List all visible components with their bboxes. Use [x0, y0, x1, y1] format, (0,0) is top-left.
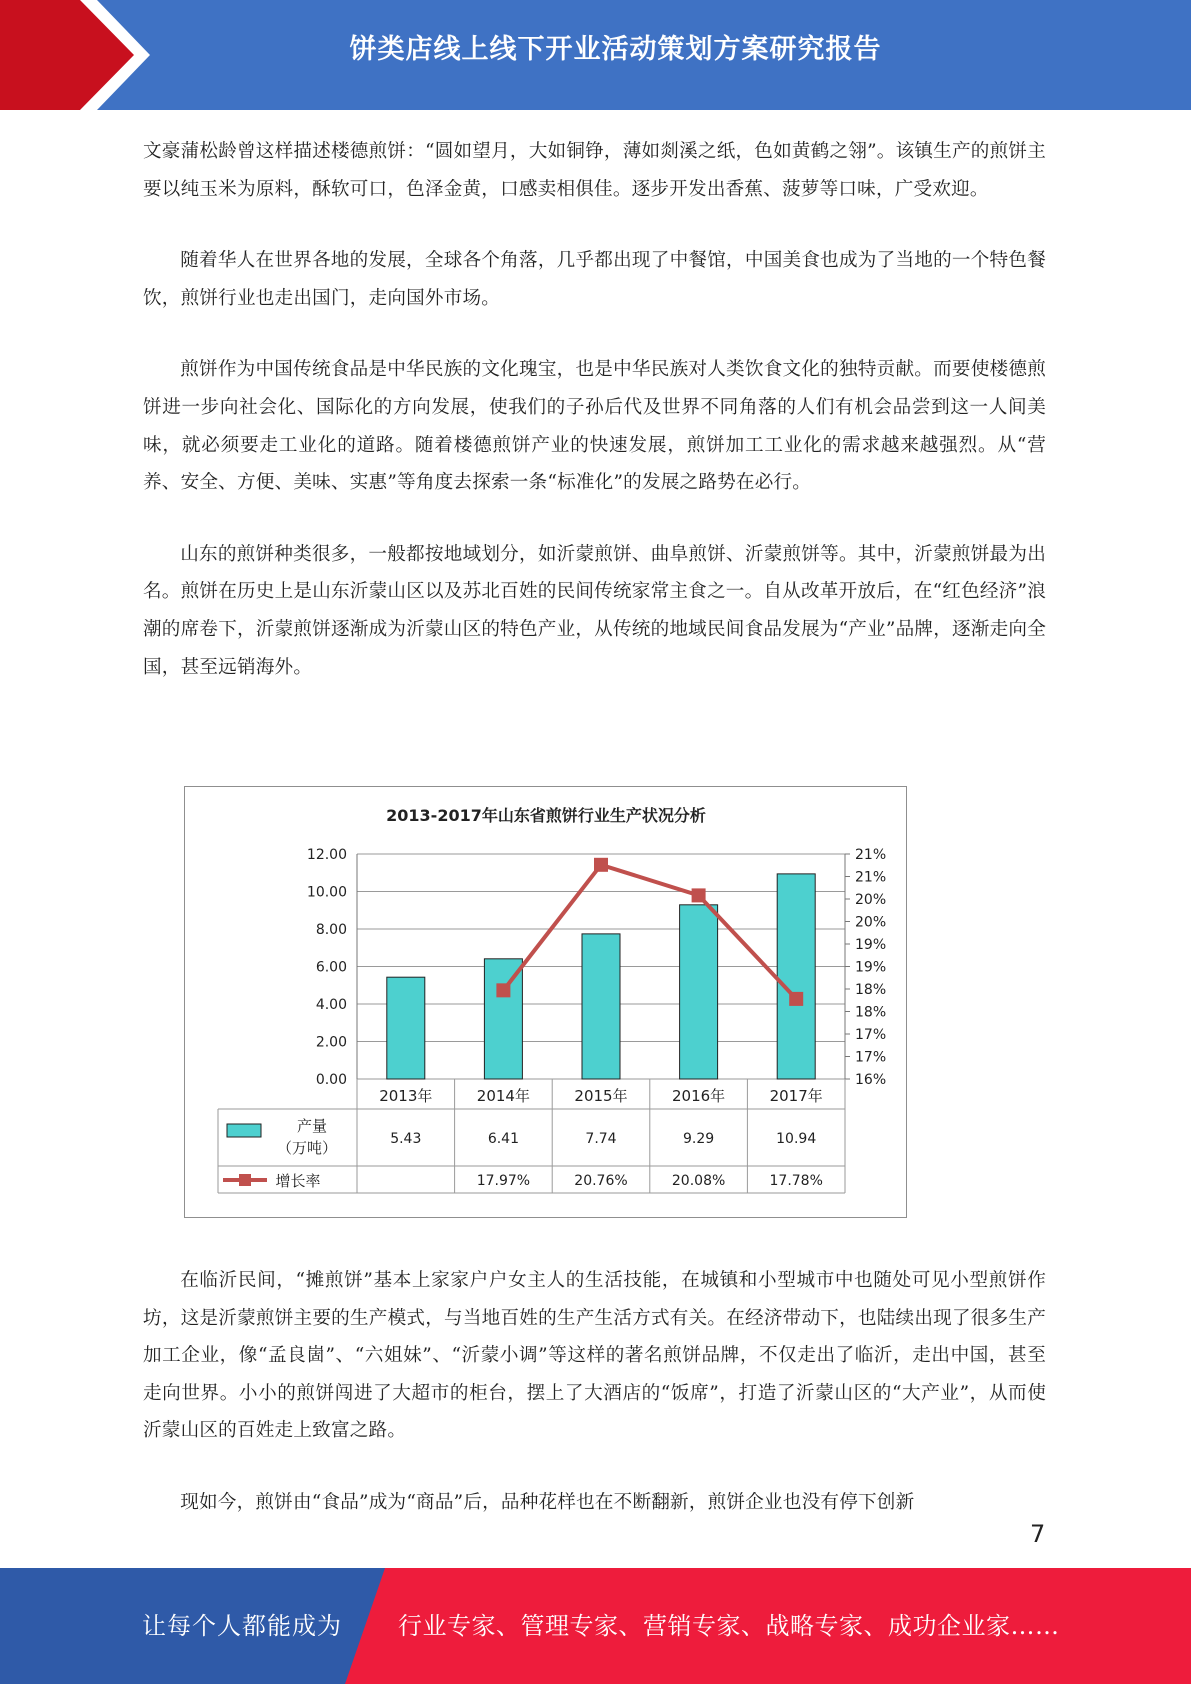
y-right-tick-label: 20% — [855, 892, 887, 908]
x-category-label: 2016年 — [672, 1087, 726, 1105]
y-left-tick-label: 4.00 — [315, 997, 347, 1013]
y-left-tick-label: 10.00 — [306, 884, 347, 901]
table-output-value: 7.74 — [585, 1131, 617, 1147]
footer-slogan-right: 行业专家、管理专家、营销专家、战略专家、成功企业家…… — [398, 1612, 1060, 1640]
growth-rate-point — [789, 992, 803, 1006]
production-chart — [184, 786, 907, 1218]
bar-2015年 — [582, 934, 620, 1079]
legend-bar-label-line2: （万吨） — [276, 1139, 338, 1157]
footer-slogan-left: 让每个人都能成为 — [142, 1612, 342, 1640]
y-right-tick-label: 17% — [855, 1027, 887, 1043]
x-category-label: 2015年 — [574, 1087, 628, 1105]
content-bottom — [143, 1262, 1046, 1556]
x-category-label: 2014年 — [476, 1087, 530, 1105]
paragraph-1: 文豪蒲松龄曾这样描述楼德煎饼：“圆如望月，大如铜铮，薄如剡溪之纸，色如黄鹤之翎”。该镇生产的煎饼主要以纯玉米为原料，酥软可口，色泽金黄，口感卖相俱佳。逐步开发出香蕉、菠萝等口味，广受欢迎。 — [143, 141, 1046, 200]
content-top — [143, 133, 1046, 720]
document-title: 饼类店线上线下开业活动策划方案研究报告 — [349, 34, 882, 65]
bar-2017年 — [777, 874, 815, 1079]
y-left-tick-label: 0.00 — [315, 1072, 347, 1088]
y-right-tick-label: 20% — [855, 914, 887, 931]
y-left-tick-label: 12.00 — [306, 847, 347, 863]
table-output-value: 5.43 — [390, 1131, 422, 1147]
growth-rate-point — [594, 858, 608, 872]
paragraph-2: 随着华人在世界各地的发展，全球各个角落，几乎都出现了中餐馆，中国美食也成为了当地的一个特色餐饮，煎饼行业也走出国门，走向国外市场。 — [143, 250, 1046, 309]
y-left-tick-label: 6.00 — [315, 959, 347, 976]
table-growth-value: 17.97% — [476, 1173, 531, 1189]
paragraph-5: 在临沂民间，“摊煎饼”基本上家家户户女主人的生活技能，在城镇和小型城市中也随处可见小型煎饼作坊，这是沂蒙煎饼主要的生产模式，与当地百姓的生产生活方式有关。在经济带动下，也陆续出现了很多生产加工企业，像“孟良崮”、“六姐妹”、“沂蒙小调”等这样的著名煎饼品牌，不仅走出了临沂，走出中国，甚至走向世界。小小的煎饼闯进了大超市的柜台，摆上了大酒店的“饭席”，打造了沂蒙山区的“大产业”，从而使沂蒙山区的百姓走上致富之路。 — [143, 1270, 1046, 1442]
y-right-tick-label: 18% — [855, 1004, 887, 1021]
legend-bar-key — [227, 1124, 261, 1137]
legend-bar-label-line1: 产量 — [296, 1117, 328, 1135]
table-output-value: 6.41 — [487, 1131, 519, 1147]
y-left-tick-label: 8.00 — [315, 922, 347, 938]
bar-2016年 — [680, 905, 718, 1079]
table-output-value: 9.29 — [683, 1131, 715, 1147]
page-footer — [0, 1568, 1191, 1684]
y-right-tick-label: 18% — [855, 982, 887, 998]
growth-rate-point — [692, 888, 706, 902]
legend-line-marker — [239, 1174, 251, 1186]
page-number: 7 — [1030, 1520, 1046, 1548]
growth-rate-point — [496, 983, 510, 997]
legend-line-label: 增长率 — [275, 1172, 321, 1190]
page-header — [0, 0, 1191, 110]
bar-2014年 — [484, 959, 522, 1079]
paragraph-3: 煎饼作为中国传统食品是中华民族的文化瑰宝，也是中华民族对人类饮食文化的独特贡献。而要使楼德煎饼进一步向社会化、国际化的方向发展，使我们的子孙后代及世界不同角落的人们有机会品尝到这一人间美味，就必须要走工业化的道路。随着楼德煎饼产业的快速发展，煎饼加工工业化的需求越来越强烈。从“营养、安全、方便、美味、实惠”等角度去探索一条“标准化”的发展之路势在必行。 — [143, 359, 1046, 494]
y-right-tick-label: 16% — [855, 1072, 887, 1088]
bar-2013年 — [387, 977, 425, 1079]
y-left-tick-label: 2.00 — [315, 1034, 347, 1051]
y-right-tick-label: 21% — [855, 847, 887, 863]
chart-title: 2013-2017年山东省煎饼行业生产状况分析 — [386, 806, 706, 825]
y-right-tick-label: 17% — [855, 1049, 887, 1066]
table-growth-value: 17.78% — [769, 1173, 823, 1189]
table-growth-value: 20.76% — [574, 1173, 628, 1189]
chart-canvas — [185, 787, 908, 1219]
paragraph-4: 山东的煎饼种类很多，一般都按地域划分，如沂蒙煎饼、曲阜煎饼、沂蒙煎饼等。其中，沂蒙煎饼最为出名。煎饼在历史上是山东沂蒙山区以及苏北百姓的民间传统家常主食之一。自从改革开放后，在“红色经济”浪潮的席卷下，沂蒙煎饼逐渐成为沂蒙山区的特色产业，从传统的地域民间食品发展为“产业”品牌，逐渐走向全国，甚至远销海外。 — [143, 543, 1046, 678]
x-category-label: 2013年 — [379, 1087, 433, 1105]
table-output-value: 10.94 — [776, 1131, 817, 1147]
growth-rate-line — [503, 865, 796, 999]
paragraph-6: 现如今，煎饼由“食品”成为“商品”后，品种花样也在不断翻新，煎饼企业也没有停下创新 — [180, 1491, 915, 1513]
y-right-tick-label: 21% — [855, 869, 887, 886]
y-right-tick-label: 19% — [855, 959, 887, 976]
y-right-tick-label: 19% — [855, 937, 887, 953]
x-category-label: 2017年 — [769, 1087, 823, 1105]
table-growth-value: 20.08% — [671, 1173, 726, 1189]
